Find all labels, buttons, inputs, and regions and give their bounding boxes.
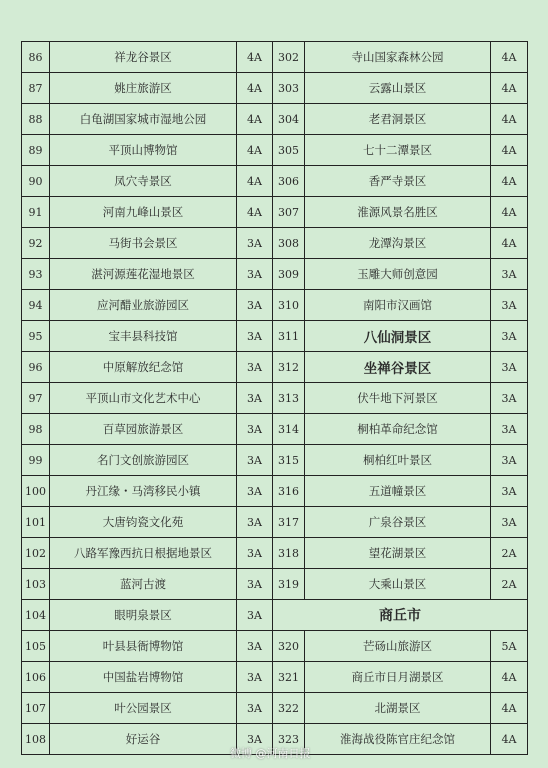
row-number: 311 — [273, 321, 305, 352]
rating-level: 4A — [491, 662, 528, 693]
scenic-name: 马街书会景区 — [50, 228, 237, 259]
scenic-name: 应河醋业旅游园区 — [50, 290, 237, 321]
city-heading: 商丘市 — [273, 600, 528, 631]
row-number: 100 — [22, 476, 50, 507]
row-number: 315 — [273, 445, 305, 476]
table-row — [22, 290, 528, 321]
scenic-area-table — [21, 41, 528, 755]
watermark: 微博 @河南日报 — [230, 747, 311, 760]
rating-level: 3A — [237, 383, 273, 414]
rating-level: 4A — [491, 228, 528, 259]
table-row — [22, 507, 528, 538]
table-row — [22, 228, 528, 259]
rating-level: 4A — [237, 166, 273, 197]
table-row — [22, 383, 528, 414]
rating-level: 4A — [491, 104, 528, 135]
rating-level: 3A — [237, 538, 273, 569]
scenic-name: 八路军豫西抗日根据地景区 — [50, 538, 237, 569]
scenic-name: 大乘山景区 — [305, 569, 491, 600]
rating-level: 4A — [491, 73, 528, 104]
table-row — [22, 631, 528, 662]
rating-level: 3A — [237, 631, 273, 662]
scenic-name: 广泉谷景区 — [305, 507, 491, 538]
row-number: 308 — [273, 228, 305, 259]
scenic-name: 云露山景区 — [305, 73, 491, 104]
rating-level: 4A — [491, 135, 528, 166]
row-number: 313 — [273, 383, 305, 414]
scenic-name: 玉雕大师创意园 — [305, 259, 491, 290]
row-number: 99 — [22, 445, 50, 476]
rating-level: 3A — [491, 383, 528, 414]
scenic-name: 凤穴寺景区 — [50, 166, 237, 197]
scenic-name: 坐禅谷景区 — [305, 352, 491, 383]
rating-level: 3A — [491, 259, 528, 290]
row-number: 303 — [273, 73, 305, 104]
scenic-name: 淮源风景名胜区 — [305, 197, 491, 228]
rating-level: 4A — [491, 197, 528, 228]
table-row — [22, 445, 528, 476]
rating-level: 3A — [237, 600, 273, 631]
table-row — [22, 135, 528, 166]
scenic-name: 平顶山博物馆 — [50, 135, 237, 166]
table-row — [22, 538, 528, 569]
row-number: 319 — [273, 569, 305, 600]
rating-level: 4A — [237, 42, 273, 73]
table-row — [22, 166, 528, 197]
rating-level: 3A — [237, 507, 273, 538]
row-number: 89 — [22, 135, 50, 166]
rating-level: 3A — [237, 724, 273, 755]
row-number: 305 — [273, 135, 305, 166]
row-number: 105 — [22, 631, 50, 662]
scenic-name: 中原解放纪念馆 — [50, 352, 237, 383]
scenic-name: 南阳市汉画馆 — [305, 290, 491, 321]
rating-level: 4A — [491, 42, 528, 73]
row-number: 101 — [22, 507, 50, 538]
rating-level: 4A — [237, 197, 273, 228]
rating-level: 3A — [237, 445, 273, 476]
row-number: 316 — [273, 476, 305, 507]
scenic-name: 名门文创旅游园区 — [50, 445, 237, 476]
row-number: 90 — [22, 166, 50, 197]
row-number: 91 — [22, 197, 50, 228]
rating-level: 3A — [237, 414, 273, 445]
rating-level: 3A — [491, 507, 528, 538]
scenic-name: 望花湖景区 — [305, 538, 491, 569]
scenic-name: 丹江缘・马湾移民小镇 — [50, 476, 237, 507]
row-number: 97 — [22, 383, 50, 414]
row-number: 321 — [273, 662, 305, 693]
rating-level: 3A — [491, 290, 528, 321]
scenic-name: 蓝河古渡 — [50, 569, 237, 600]
row-number: 98 — [22, 414, 50, 445]
scenic-name: 桐柏革命纪念馆 — [305, 414, 491, 445]
rating-level: 4A — [237, 135, 273, 166]
scenic-name: 香严寺景区 — [305, 166, 491, 197]
row-number: 96 — [22, 352, 50, 383]
table-row — [22, 600, 528, 631]
row-number: 310 — [273, 290, 305, 321]
scenic-name: 芒砀山旅游区 — [305, 631, 491, 662]
scenic-name: 河南九峰山景区 — [50, 197, 237, 228]
scenic-name: 桐柏红叶景区 — [305, 445, 491, 476]
scenic-name: 平顶山市文化艺术中心 — [50, 383, 237, 414]
rating-level: 4A — [237, 104, 273, 135]
row-number: 318 — [273, 538, 305, 569]
row-number: 317 — [273, 507, 305, 538]
table-row — [22, 73, 528, 104]
rating-level: 3A — [237, 476, 273, 507]
scenic-name: 祥龙谷景区 — [50, 42, 237, 73]
row-number: 302 — [273, 42, 305, 73]
rating-level: 3A — [491, 476, 528, 507]
scenic-name: 老君洞景区 — [305, 104, 491, 135]
row-number: 107 — [22, 693, 50, 724]
scenic-name: 淮海战役陈官庄纪念馆 — [305, 724, 491, 755]
rating-level: 3A — [237, 259, 273, 290]
rating-level: 3A — [237, 352, 273, 383]
rating-level: 4A — [237, 73, 273, 104]
table-row — [22, 321, 528, 352]
row-number: 87 — [22, 73, 50, 104]
row-number: 323 — [273, 724, 305, 755]
scenic-name: 眼明泉景区 — [50, 600, 237, 631]
scenic-name: 姚庄旅游区 — [50, 73, 237, 104]
scenic-name: 五道幢景区 — [305, 476, 491, 507]
row-number: 103 — [22, 569, 50, 600]
row-number: 102 — [22, 538, 50, 569]
table-row — [22, 42, 528, 73]
table-row — [22, 352, 528, 383]
rating-level: 3A — [237, 569, 273, 600]
scenic-name: 湛河源莲花湿地景区 — [50, 259, 237, 290]
scenic-name: 叶县县衙博物馆 — [50, 631, 237, 662]
scenic-name: 叶公园景区 — [50, 693, 237, 724]
row-number: 314 — [273, 414, 305, 445]
scenic-name: 白龟湖国家城市湿地公园 — [50, 104, 237, 135]
scenic-name: 好运谷 — [50, 724, 237, 755]
rating-level: 3A — [491, 352, 528, 383]
row-number: 106 — [22, 662, 50, 693]
rating-level: 4A — [491, 724, 528, 755]
row-number: 92 — [22, 228, 50, 259]
rating-level: 3A — [237, 321, 273, 352]
scenic-name: 伏牛地下河景区 — [305, 383, 491, 414]
row-number: 93 — [22, 259, 50, 290]
scenic-name: 八仙洞景区 — [305, 321, 491, 352]
row-number: 304 — [273, 104, 305, 135]
scenic-name: 商丘市日月湖景区 — [305, 662, 491, 693]
row-number: 307 — [273, 197, 305, 228]
table-row — [22, 476, 528, 507]
table-body — [22, 42, 528, 755]
scenic-name: 宝丰县科技馆 — [50, 321, 237, 352]
rating-level: 5A — [491, 631, 528, 662]
row-number: 86 — [22, 42, 50, 73]
rating-level: 4A — [491, 166, 528, 197]
table-row — [22, 197, 528, 228]
scenic-name: 百草园旅游景区 — [50, 414, 237, 445]
rating-level: 3A — [491, 445, 528, 476]
scenic-name: 中国盐岩博物馆 — [50, 662, 237, 693]
rating-level: 2A — [491, 538, 528, 569]
table-row — [22, 569, 528, 600]
row-number: 306 — [273, 166, 305, 197]
table-row — [22, 662, 528, 693]
row-number: 309 — [273, 259, 305, 290]
table-row — [22, 104, 528, 135]
rating-level: 2A — [491, 569, 528, 600]
scenic-name: 龙潭沟景区 — [305, 228, 491, 259]
row-number: 94 — [22, 290, 50, 321]
rating-level: 4A — [491, 693, 528, 724]
row-number: 108 — [22, 724, 50, 755]
row-number: 322 — [273, 693, 305, 724]
row-number: 88 — [22, 104, 50, 135]
scenic-name: 大唐钧瓷文化苑 — [50, 507, 237, 538]
rating-level: 3A — [237, 290, 273, 321]
row-number: 312 — [273, 352, 305, 383]
row-number: 104 — [22, 600, 50, 631]
scenic-name: 寺山国家森林公园 — [305, 42, 491, 73]
table-row — [22, 259, 528, 290]
rating-level: 3A — [237, 228, 273, 259]
rating-level: 3A — [237, 693, 273, 724]
rating-level: 3A — [237, 662, 273, 693]
rating-level: 3A — [491, 321, 528, 352]
table-row — [22, 693, 528, 724]
scenic-name: 北湖景区 — [305, 693, 491, 724]
row-number: 95 — [22, 321, 50, 352]
rating-level: 3A — [491, 414, 528, 445]
scenic-name: 七十二潭景区 — [305, 135, 491, 166]
table-row — [22, 414, 528, 445]
row-number: 320 — [273, 631, 305, 662]
